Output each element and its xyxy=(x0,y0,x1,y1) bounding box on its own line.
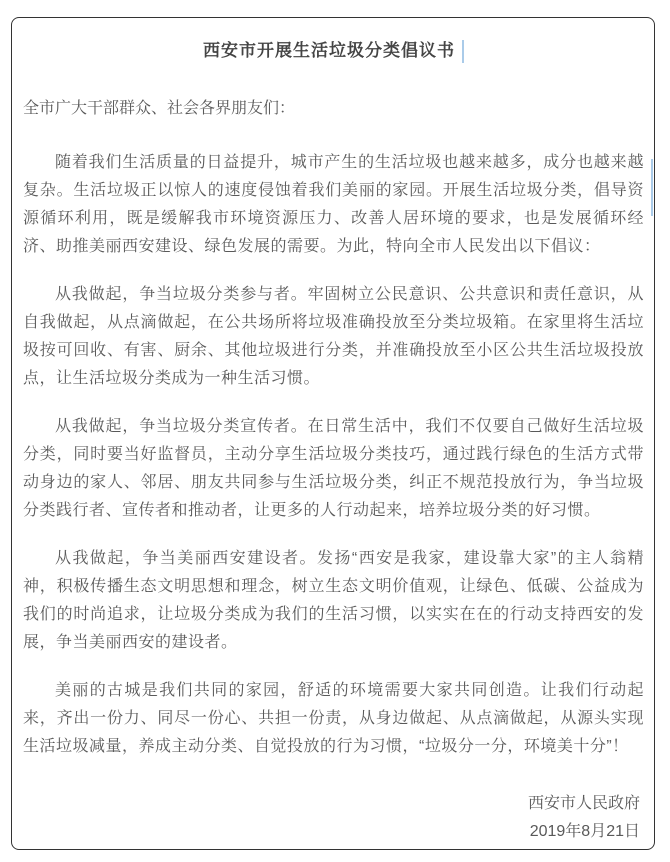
paragraph-1: 随着我们生活质量的日益提升，城市产生的生活垃圾也越来越多，成分也越来越复杂。生活垃圾正以惊人的速度侵蚀着我们美丽的家园。开展生活垃圾分类，倡导资源循环利用，既是缓解我市环境资源压力、改善人居环境的要求，也是发展循环经济、助推美丽西安建设、绿色发展的需要。为此，特向全市人民发出以下倡议： xyxy=(23,154,644,255)
paragraph-2: 从我做起，争当垃圾分类参与者。牢固树立公民意识、公共意识和责任意识，从自我做起，从点滴做起，在公共场所将垃圾准确投放至分类垃圾箱。在家里将生活垃圾按可回收、有害、厨余、其他垃圾进行分类，并准确投放至小区公共生活垃圾投放点，让生活垃圾分类成为一种生活习惯。 xyxy=(23,286,644,387)
signature-author: 西安市人民政府 xyxy=(527,795,640,812)
paragraph-3: 从我做起，争当垃圾分类宣传者。在日常生活中，我们不仅要自己做好生活垃圾分类，同时要当好监督员，主动分享生活垃圾分类技巧，通过践行绿色的生活方式带动身边的家人、邻居、朋友共同参与生活垃圾分类，纠正不规范投放行为，争当垃圾分类践行者、宣传者和推动者，让更多的人行动起来，培养垃圾分类的好习惯。 xyxy=(23,418,644,519)
document-body[interactable] xyxy=(11,17,655,850)
title-row xyxy=(23,39,644,63)
salutation: 全市广大干部群众、社会各界朋友们： xyxy=(23,100,296,117)
paragraph-5: 美丽的古城是我们共同的家园，舒适的环境需要大家共同创造。让我们行动起来，齐出一份力、同尽一份心、共担一份责，从身边做起、从点滴做起，从源头实现生活垃圾减量，养成主动分类、自觉投放的行为习惯，“垃圾分一分，环境美十分”！ xyxy=(23,682,644,755)
paragraph-4: 从我做起，争当美丽西安建设者。发扬“西安是我家，建设靠大家”的主人翁精神，积极传播生态文明思想和理念，树立生态文明价值观，让绿色、低碳、公益成为我们的时尚追求，让垃圾分类成为我们的生活习惯，以实实在在的行动支持西安的发展，争当美丽西安的建设者。 xyxy=(23,550,644,651)
signature-block xyxy=(23,790,644,846)
text-cursor xyxy=(462,40,464,63)
right-edge-marker xyxy=(651,159,653,216)
document-title: 西安市开展生活垃圾分类倡议书 xyxy=(203,41,455,60)
signature-date: 2019年8月21日 xyxy=(529,823,640,840)
